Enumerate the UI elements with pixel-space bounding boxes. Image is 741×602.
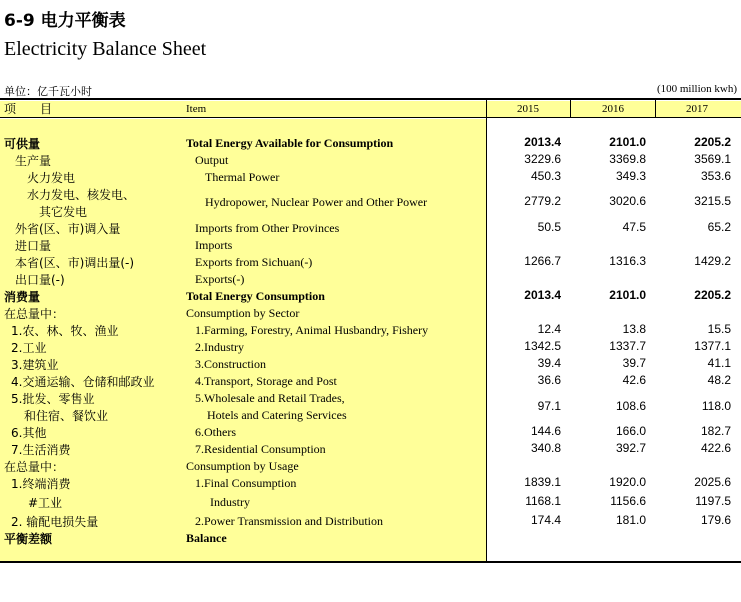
row-label-cn: 7.生活消费: [11, 443, 71, 457]
row-label-en: Imports from Other Provinces: [195, 221, 340, 235]
page-title-cn: 6-9 电力平衡表: [4, 11, 126, 31]
value-2016: 3369.8: [609, 152, 646, 166]
row-label-cn-line2: 和住宿、餐饮业: [24, 409, 109, 423]
row-label-en: Consumption by Usage: [186, 459, 299, 473]
value-2016: 1156.6: [610, 494, 646, 508]
value-2015: 1266.7: [524, 254, 561, 268]
value-2017: 1429.2: [694, 254, 731, 268]
unit-label-cn: 单位：亿千瓦小时: [4, 85, 92, 98]
row-label-en: Total Energy Consumption: [186, 289, 325, 303]
value-2017: 1377.1: [694, 339, 731, 353]
row-label-en: Exports from Sichuan(-): [195, 255, 313, 269]
row-label-cn: 1.终端消费: [11, 477, 71, 491]
row-label-cn: 进口量: [15, 239, 52, 253]
row-label-cn: 4.交通运输、仓储和邮政业: [11, 375, 155, 389]
value-2017: 2205.2: [694, 135, 731, 149]
value-2017: 1197.5: [695, 494, 731, 508]
value-2015: 2013.4: [524, 288, 561, 302]
value-2016: 2101.0: [609, 288, 646, 302]
value-2017: 422.6: [700, 441, 731, 455]
row-label-cn: 5.批发、零售业: [11, 392, 95, 406]
header-item-cn: 项 目: [4, 102, 53, 116]
value-2016: 1920.0: [609, 475, 646, 489]
column-divider: [655, 100, 656, 118]
value-2015: 39.4: [537, 356, 561, 370]
row-label-en-line2: Hotels and Catering Services: [207, 408, 347, 422]
header-year-2016: 2016: [602, 103, 624, 115]
row-label-cn: #工业: [28, 496, 63, 510]
row-label-cn: 平衡差额: [4, 532, 53, 546]
row-label-cn: 出口量(-): [15, 273, 65, 287]
value-2015: 3229.6: [524, 152, 561, 166]
row-label-cn-line2: 其它发电: [39, 205, 88, 219]
row-label-cn: 可供量: [4, 137, 41, 151]
value-2016: 39.7: [622, 356, 646, 370]
value-2015: 1168.1: [525, 494, 561, 508]
value-2017: 179.6: [700, 513, 731, 527]
row-label-en: 4.Transport, Storage and Post: [195, 374, 337, 388]
value-2017: 2205.2: [694, 288, 731, 302]
value-2016: 392.7: [615, 441, 646, 455]
value-2016: 47.5: [622, 220, 646, 234]
value-2017: 182.7: [700, 424, 731, 438]
value-2016: 108.6: [615, 399, 646, 413]
value-2015: 36.6: [537, 373, 561, 387]
table-top-rule: [0, 98, 741, 100]
value-2017: 65.2: [707, 220, 731, 234]
value-2015: 144.6: [530, 424, 561, 438]
value-2017: 2025.6: [694, 475, 731, 489]
value-2016: 166.0: [615, 424, 646, 438]
row-label-cn: 6.其他: [11, 426, 47, 440]
row-label-en: Exports(-): [195, 272, 245, 286]
value-2015: 12.4: [537, 322, 561, 336]
header-year-2015: 2015: [517, 103, 539, 115]
value-2017: 48.2: [707, 373, 731, 387]
value-2015: 340.8: [530, 441, 561, 455]
unit-label-en: (100 million kwh): [656, 83, 737, 95]
row-label-en: 3.Construction: [195, 357, 266, 371]
row-label-cn: 在总量中：: [4, 307, 65, 321]
row-label-cn: 1.农、林、牧、渔业: [11, 324, 119, 338]
row-label-cn: 水力发电、核发电、: [27, 188, 136, 202]
row-label-en: 2.Industry: [195, 340, 244, 354]
value-2016: 42.6: [622, 373, 646, 387]
row-label-en: 2.Power Transmission and Distribution: [195, 514, 384, 528]
value-2016: 13.8: [622, 322, 646, 336]
value-2016: 1337.7: [609, 339, 646, 353]
value-2017: 3215.5: [694, 194, 731, 208]
value-2016: 3020.6: [609, 194, 646, 208]
value-2015: 97.1: [537, 399, 561, 413]
row-label-cn: 消费量: [4, 290, 41, 304]
page-title-en: Electricity Balance Sheet: [4, 38, 207, 60]
value-2017: 41.1: [707, 356, 731, 370]
row-label-en: 7.Residential Consumption: [195, 442, 326, 456]
row-label-en: Imports: [195, 238, 233, 252]
row-label-en: 6.Others: [195, 425, 236, 439]
value-2015: 174.4: [530, 513, 561, 527]
row-label-en: Output: [195, 153, 229, 167]
value-2017: 3569.1: [694, 152, 731, 166]
row-label-cn: 在总量中：: [4, 460, 65, 474]
row-label-cn: 火力发电: [27, 171, 76, 185]
row-label-cn: 外省(区、市)调入量: [15, 222, 121, 236]
header-bottom-rule: [0, 117, 741, 118]
value-2015: 1342.5: [524, 339, 561, 353]
row-label-en: Consumption by Sector: [186, 306, 300, 320]
header-item-en: Item: [186, 103, 207, 115]
value-2015: 1839.1: [524, 475, 561, 489]
column-divider: [570, 100, 571, 118]
value-2015: 2013.4: [524, 135, 561, 149]
value-2015: 450.3: [530, 169, 561, 183]
row-label-en: Total Energy Available for Consumption: [186, 136, 394, 150]
row-label-en: 5.Wholesale and Retail Trades,: [195, 391, 345, 405]
value-2015: 50.5: [537, 220, 561, 234]
value-2015: 2779.2: [524, 194, 561, 208]
row-label-en: 1.Final Consumption: [195, 476, 297, 490]
header-year-2017: 2017: [686, 103, 708, 115]
row-label-cn: 2.工业: [11, 341, 47, 355]
value-2017: 353.6: [700, 169, 731, 183]
table-bottom-rule: [0, 561, 741, 563]
row-label-en: Hydropower, Nuclear Power and Other Power: [205, 195, 428, 209]
value-2016: 2101.0: [609, 135, 646, 149]
value-2016: 349.3: [615, 169, 646, 183]
row-label-en: Industry: [210, 495, 250, 509]
row-label-cn: 2. 输配电损失量: [11, 515, 99, 529]
value-2017: 118.0: [701, 399, 731, 413]
value-2017: 15.5: [707, 322, 731, 336]
value-2016: 181.0: [615, 513, 646, 527]
row-label-en: Thermal Power: [205, 170, 280, 184]
row-label-en: 1.Farming, Forestry, Animal Husbandry, Fishery: [195, 323, 429, 337]
row-label-en: Balance: [186, 531, 227, 545]
row-label-cn: 生产量: [15, 154, 52, 168]
row-label-cn: 本省(区、市)调出量(-): [15, 256, 135, 270]
value-2016: 1316.3: [609, 254, 646, 268]
row-label-cn: 3.建筑业: [11, 358, 59, 372]
